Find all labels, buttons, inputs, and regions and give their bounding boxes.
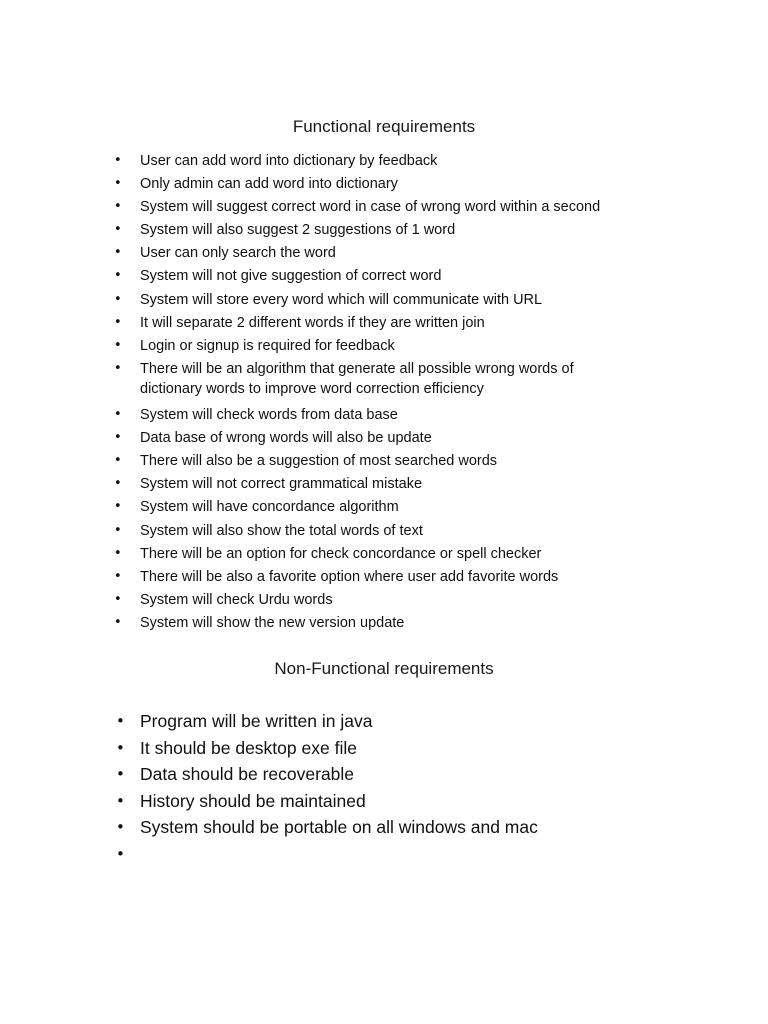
list-item-text: There will be an option for check concordance or spell checker [140,545,542,562]
bullet-icon: • [114,522,122,538]
bullet-icon: • [114,591,122,607]
list-item-text: System will also show the total words of text [140,522,423,539]
bullet-icon: • [114,568,122,584]
list-item [0,428,768,451]
list-item-text: System will suggest correct word in case of wrong word within a second [140,199,601,216]
bullet-icon: • [116,738,125,757]
list-item [0,290,768,313]
bullet-icon: • [114,337,122,353]
list-item [0,497,768,520]
list-item-text: System will check Urdu words [140,591,333,608]
nonfunctional-requirements-list [0,709,768,869]
list-item-text: System should be portable on all windows and mac [140,817,538,838]
list-item-text: System will show the new version update [140,614,405,631]
list-item-text: Program will be written in java [140,711,373,731]
list-item [0,590,768,613]
list-item [0,266,768,289]
bullet-icon: • [114,453,122,469]
functional-requirements-heading: Functional requirements [292,117,476,136]
bullet-icon: • [114,222,122,238]
bullet-icon: • [114,407,122,423]
list-item-text: System will also suggest 2 suggestions of 1 word [140,222,456,239]
functional-requirements-list [0,151,768,636]
list-item-text: User can only search the word [140,245,336,262]
bullet-icon: • [114,199,122,215]
list-item-text: Data should be recoverable [140,764,355,785]
list-item [0,174,768,197]
list-item [0,220,768,243]
bullet-icon: • [116,818,125,837]
bullet-icon: • [114,499,122,515]
list-item [0,197,768,220]
list-item [0,736,768,763]
bullet-icon: • [114,176,122,192]
bullet-icon: • [114,430,122,446]
bullet-icon: • [116,844,125,863]
list-item-text: There will be also a favorite option where user add favorite words [140,568,559,585]
bullet-icon: • [114,360,122,376]
list-item [0,313,768,336]
list-item-text: System will have concordance algorithm [140,499,399,516]
list-item [0,336,768,359]
bullet-icon: • [114,268,122,284]
list-item-text: User can add word into dictionary by feedback [140,153,438,169]
list-item [0,789,768,816]
list-item [0,474,768,497]
list-item-text: Login or signup is required for feedback [140,337,395,354]
list-item [0,842,768,869]
list-item-text: Only admin can add word into dictionary [140,176,398,193]
list-item [0,709,768,736]
list-item [0,359,768,405]
bullet-icon: • [114,153,122,168]
list-item-text: There will be an algorithm that generate all possible wrong words of dictionary words to improve word correction efficiency [140,360,574,397]
list-item [0,451,768,474]
bullet-icon: • [114,314,122,330]
bullet-icon: • [116,791,125,810]
list-item [0,151,768,174]
list-item [0,613,768,636]
bullet-icon: • [114,545,122,561]
list-item-text: System will not correct grammatical mistake [140,476,423,493]
bullet-icon: • [114,476,122,492]
list-item-text: Data base of wrong words will also be update [140,430,432,447]
list-item-text: System will store every word which will communicate with URL [140,291,543,308]
list-item-text: System will check words from data base [140,407,398,424]
list-item-text: History should be maintained [140,790,366,811]
bullet-icon: • [114,614,122,630]
list-item-text: There will also be a suggestion of most searched words [140,453,498,470]
list-item [0,405,768,428]
list-item-text: System will not give suggestion of correct word [140,268,442,285]
bullet-icon: • [116,765,125,784]
list-item [0,521,768,544]
bullet-icon: • [116,712,125,730]
list-item [0,815,768,842]
list-item-text: It will separate 2 different words if they are written join [140,314,485,331]
list-item [0,243,768,266]
list-item [0,762,768,789]
list-item-text: It should be desktop exe file [140,737,357,758]
list-item [0,567,768,590]
bullet-icon: • [114,291,122,307]
nonfunctional-requirements-heading: Non-Functional requirements [274,659,494,678]
bullet-icon: • [114,245,122,261]
list-item [0,544,768,567]
